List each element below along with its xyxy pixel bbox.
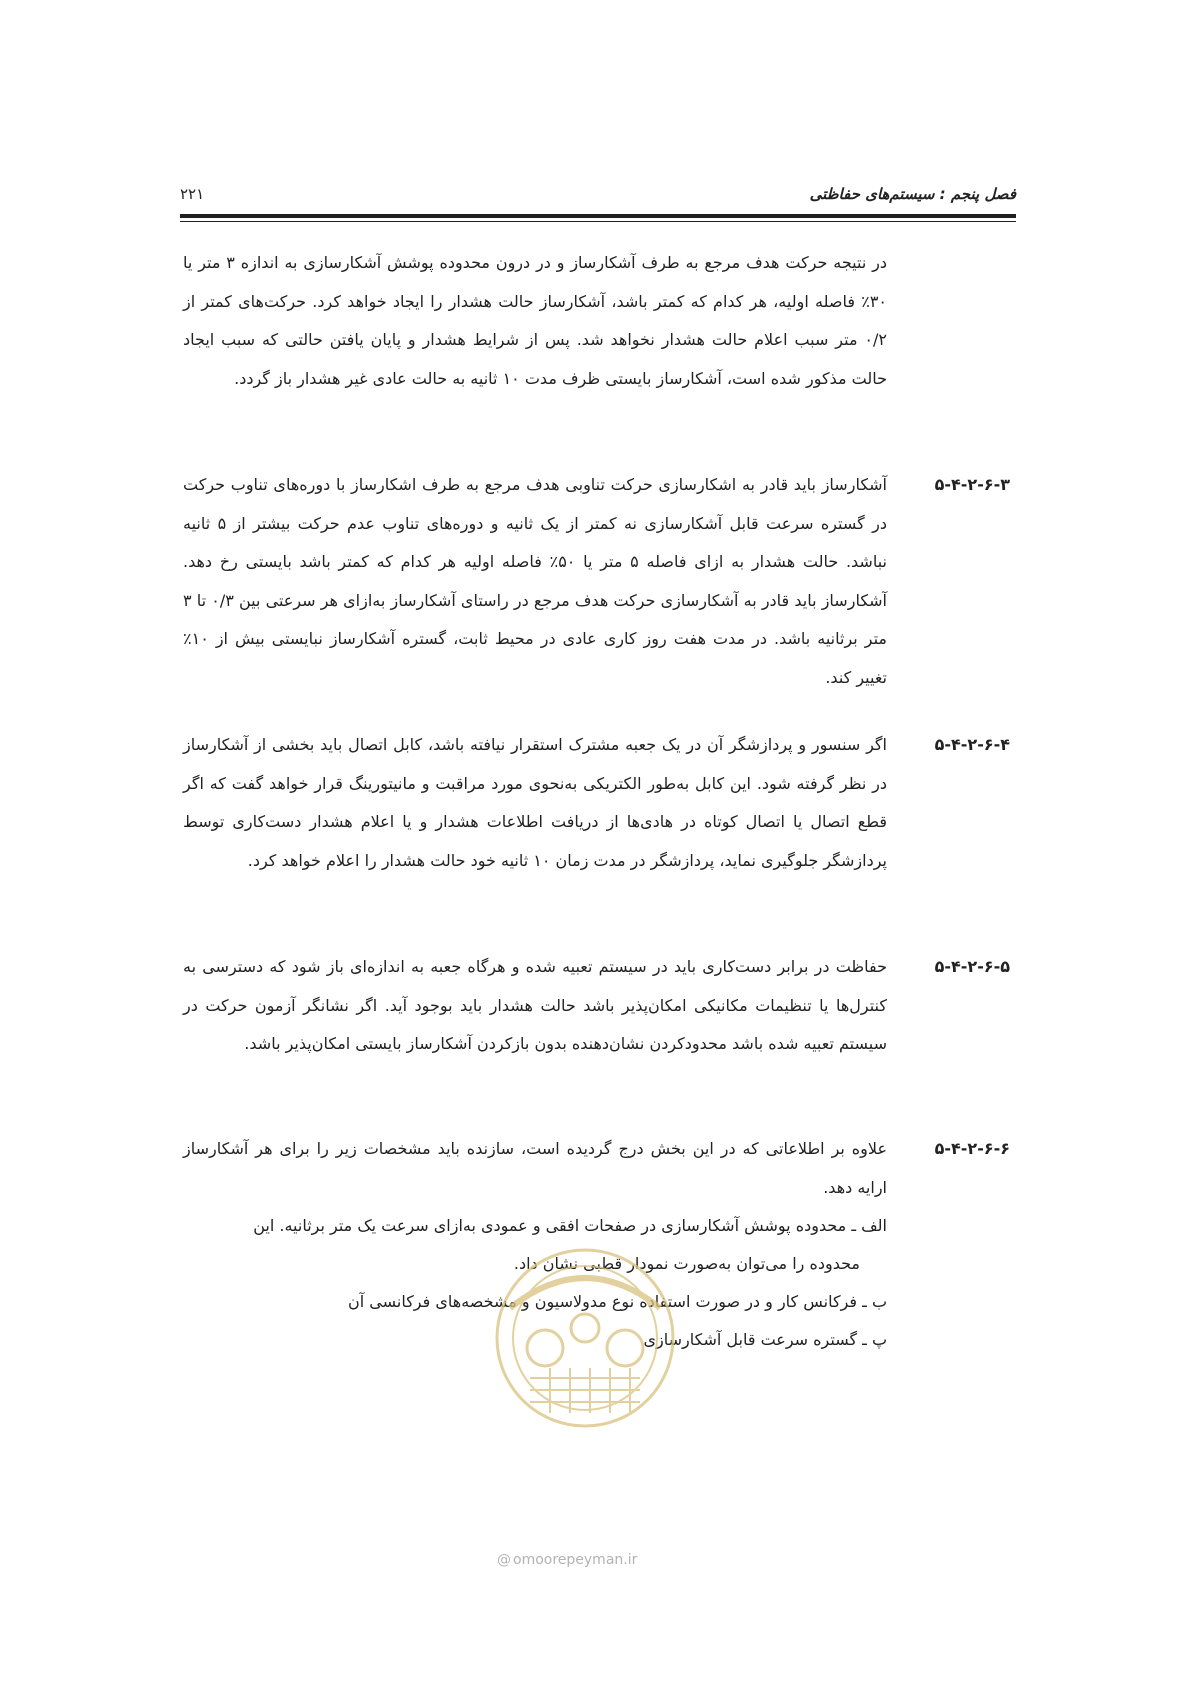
header-rule-thin	[180, 221, 1016, 222]
page-header	[180, 182, 1016, 206]
clause-number: ۵-۴-۲-۶-۶	[934, 1139, 1010, 1158]
clause-number: ۵-۴-۲-۶-۳	[934, 475, 1010, 494]
clause-text: اگر سنسور و پردازشگر آن در یک جعبه مشترک استقرار نیافته باشد، کابل اتصال باید بخشی از آشکارساز در نظر گرفته شود. این کابل به‌طور الکتریکی به‌نحوی مورد مراقبت و مانیتورینگ قرار خواهد گفت که اگر قطع اتصال یا اتصال کوتاه در هادی‌ها از دریافت اطلاعات هشدار و یا اعلام هشدار دست‌کاری توسط پردازشگر جلوگیری نماید، پردازشگر در مدت زمان ۱۰ ثانیه خود حالت هشدار را اعلام خواهد کرد.	[183, 735, 887, 870]
sub-item-be: ب ـ فرکانس کار و در صورت استفاده نوع مدولاسیون و مشخصه‌های فرکانسی آن	[347, 1292, 887, 1311]
clause-number: ۵-۴-۲-۶-۴	[934, 735, 1010, 754]
clause-text: حفاظت در برابر دست‌کاری باید در سیستم تعبیه شده و هرگاه جعبه به اندازه‌ای باز شود که دسترسی به کنترل‌ها یا تنظیمات مکانیکی امکان‌پذیر باشد حالت هشدار باید بوجود آید. اگر نشانگر آزمون حرکت در سیستم تعبیه شده باشد محدودکردن نشان‌دهنده بدون بازکردن آشکارساز بایستی امکان‌پذیر باشد.	[183, 957, 887, 1053]
at-sign-icon: @	[497, 1552, 511, 1568]
header-rule-thick	[180, 214, 1016, 218]
sub-item-alef: الف ـ محدوده پوشش آشکارسازی در صفحات افقی و عمودی به‌ازای سرعت یک متر برثانیه. این	[253, 1216, 887, 1235]
clause-text: آشکارساز باید قادر به اشکارسازی حرکت تناوبی هدف مرجع به طرف اشکارساز با دوره‌های تناوب حرکت در گستره سرعت قابل آشکارسازی نه کمتر از یک ثانیه و دوره‌های تناوب عدم حرکت بیشتر از ۵ ثانیه نباشد. حالت هشدار به ازای فاصله ۵ متر یا ۵۰٪ فاصله اولیه هر کدام که کمتر باشد بایستی رخ دهد. آشکارساز باید قادر به آشکارسازی حرکت هدف مرجع در راستای آشکارساز به‌ازای هر سرعتی بین ۰/۳ تا ۳ متر برثانیه باشد. در مدت هفت روز کاری عادی در محیط ثابت، گستره آشکارساز نبایستی بیش از ۱۰٪ تغییر کند.	[183, 475, 888, 687]
page-number: ۲۲۱	[180, 185, 205, 203]
sub-item-pe: پ ـ گستره سرعت قابل آشکارسازی	[643, 1330, 887, 1349]
watermark-seal-icon	[470, 1238, 700, 1438]
watermark-url-text: omoorepeyman.ir	[513, 1552, 638, 1568]
watermark-url	[497, 1552, 697, 1568]
chapter-title: فصل پنجم : سیستم‌های حفاظتی	[809, 185, 1016, 203]
sub-item-alef-continued: محدوده را می‌توان به‌صورت نمودار قطبی نشان داد.	[513, 1254, 860, 1273]
intro-paragraph: در نتیجه حرکت هدف مرجع به طرف آشکارساز و در درون محدوده پوشش آشکارسازی به اندازه ۳ متر یا ۳۰٪ فاصله اولیه، هر کدام که کمتر باشد، آشکارساز حالت هشدار را ایجاد خواهد کرد. حرکت‌های کمتر از ۰/۲ متر سبب اعلام حالت هشدار نخواهد شد. پس از شرایط هشدار و پایان یافتن حالتی که سبب ایجاد حالت مذکور شده است، آشکارساز بایستی ظرف مدت ۱۰ ثانیه به حالت عادی غیر هشدار باز گردد.	[183, 253, 888, 388]
clause-number: ۵-۴-۲-۶-۵	[934, 957, 1010, 976]
clause-text: علاوه بر اطلاعاتی که در این بخش درج گردیده است، سازنده باید مشخصات زیر را برای هر آشکارساز ارایه دهد.	[183, 1139, 887, 1197]
